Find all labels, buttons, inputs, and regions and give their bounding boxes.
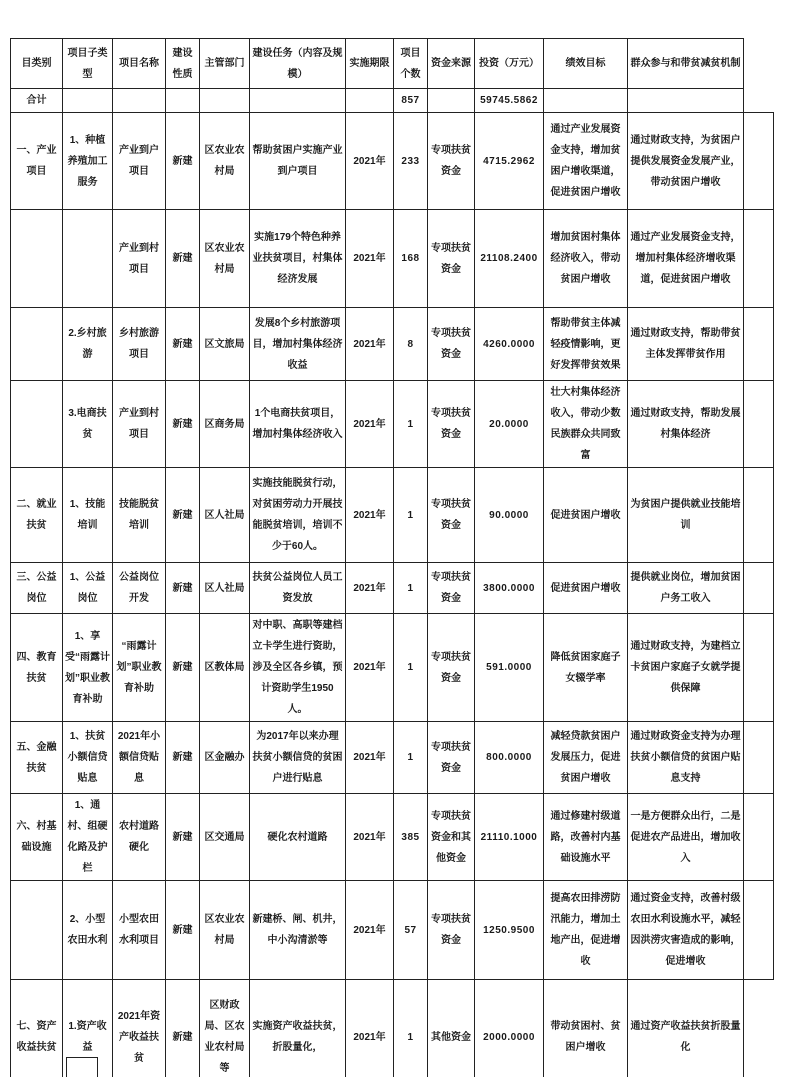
table-cell: 提供就业岗位，增加贫困户务工收入 (628, 563, 744, 614)
table-cell: 21108.2400 (475, 210, 544, 308)
table-cell: 800.0000 (475, 722, 544, 794)
column-header: 项目个数 (394, 39, 428, 89)
table-cell: 专项扶贫资金 (428, 563, 475, 614)
table-cell: 通过财政支持，帮助带贫主体发挥带贫作用 (628, 308, 744, 381)
table-cell: 减轻贷款贫困户发展压力，促进贫困户增收 (544, 722, 628, 794)
table-cell: 促进贫困户增收 (544, 468, 628, 563)
table-cell: 通过财政支持，为建档立卡贫困户家庭子女就学提供保障 (628, 614, 744, 722)
table-cell: 新建 (166, 308, 200, 381)
table-cell: 产业到村项目 (113, 381, 166, 468)
table-cell: 为2017年以来办理扶贫小额信贷的贫困户进行贴息 (250, 722, 346, 794)
poverty-projects-table (10, 38, 774, 1077)
table-cell: 区人社局 (200, 563, 250, 614)
column-header: 投资（万元） (475, 39, 544, 89)
table-cell: 1 (394, 468, 428, 563)
table-row (11, 722, 774, 794)
table-cell: 4260.0000 (475, 308, 544, 381)
table-cell: 591.0000 (475, 614, 544, 722)
table-cell (11, 881, 63, 980)
column-header: 绩效目标 (544, 39, 628, 89)
table-cell: 一是方便群众出行，二是促进农产品进出，增加收入 (628, 794, 744, 881)
table-cell: 通过财政资金支持为办理扶贫小额信贷的贫困户贴息支持 (628, 722, 744, 794)
table-cell: 2、小型农田水利 (63, 881, 113, 980)
column-header: 建设性质 (166, 39, 200, 89)
table-cell: 新建 (166, 722, 200, 794)
table-cell: 通过产业发展资金支持，增加村集体经济增收渠道，促进贫困户增收 (628, 210, 744, 308)
table-cell: 为贫困户提供就业技能培训 (628, 468, 744, 563)
table-cell: 新建 (166, 980, 200, 1077)
table-cell (628, 89, 744, 113)
table-cell (544, 89, 628, 113)
table-cell: 1、扶贫小额信贷贴息 (63, 722, 113, 794)
table-cell: 七、资产收益扶贫 (11, 980, 63, 1077)
table-cell: 区财政局、区农业农村局等 (200, 980, 250, 1077)
table-cell (11, 381, 63, 468)
table-row (11, 881, 774, 980)
table-cell: 帮助贫困户实施产业到户项目 (250, 113, 346, 210)
table-cell: 促进贫困户增收 (544, 563, 628, 614)
table-cell: 1、种植养殖加工服务 (63, 113, 113, 210)
table-cell: 一、产业项目 (11, 113, 63, 210)
table-cell: 857 (394, 89, 428, 113)
table-cell-empty (744, 468, 774, 563)
table-cell: 新建 (166, 468, 200, 563)
table-cell: 2021年小额信贷贴息 (113, 722, 166, 794)
table-cell-empty (744, 113, 774, 210)
table-cell: 实施资产收益扶贫，折股量化， (250, 980, 346, 1077)
table-cell: 57 (394, 881, 428, 980)
table-cell: 增加贫困村集体经济收入，带动贫困户增收 (544, 210, 628, 308)
table-cell: 2021年 (346, 308, 394, 381)
table-row (11, 563, 774, 614)
table-header-row (11, 39, 774, 89)
table-cell: 168 (394, 210, 428, 308)
table-cell: 385 (394, 794, 428, 881)
table-cell: 2021年 (346, 113, 394, 210)
table-cell (250, 89, 346, 113)
table-cell: 二、就业扶贫 (11, 468, 63, 563)
table-cell (11, 308, 63, 381)
table-cell (63, 210, 113, 308)
table-cell: 专项扶贫资金 (428, 881, 475, 980)
table-row (11, 381, 774, 468)
table-cell: 技能脱贫培训 (113, 468, 166, 563)
table-body (11, 89, 774, 1077)
table-cell: 农村道路硬化 (113, 794, 166, 881)
table-cell: 1 (394, 614, 428, 722)
table-cell: 新建桥、闸、机井，中小沟清淤等 (250, 881, 346, 980)
table-cell: 2021年 (346, 881, 394, 980)
column-header: 建设任务（内容及规模） (250, 39, 346, 89)
table-row (11, 468, 774, 563)
table-cell: 扶贫公益岗位人员工资发放 (250, 563, 346, 614)
table-cell: 带动贫困村、贫困户增收 (544, 980, 628, 1077)
table-cell: 新建 (166, 563, 200, 614)
table-cell: 产业到户项目 (113, 113, 166, 210)
table-cell-empty (744, 210, 774, 308)
table-cell: 产业到村项目 (113, 210, 166, 308)
table-cell: 1、技能培训 (63, 468, 113, 563)
table-cell: 六、村基础设施 (11, 794, 63, 881)
table-row (11, 113, 774, 210)
table-cell: 专项扶贫资金 (428, 210, 475, 308)
table-cell: 1.资产收益 (63, 980, 113, 1077)
table-cell: 公益岗位开发 (113, 563, 166, 614)
table-cell: 四、教育扶贫 (11, 614, 63, 722)
table-row (11, 980, 774, 1077)
table-cell: 对中职、高职等建档立卡学生进行资助，涉及全区各乡镇，预计资助学生1950人。 (250, 614, 346, 722)
table-cell (346, 89, 394, 113)
table-cell: 硬化农村道路 (250, 794, 346, 881)
table-cell: 通过财政支持，为贫困户提供发展资金发展产业，带动贫困户增收 (628, 113, 744, 210)
table-cell: 2.乡村旅游 (63, 308, 113, 381)
table-cell: 2021年 (346, 980, 394, 1077)
table-cell: 专项扶贫资金 (428, 113, 475, 210)
table-cell: 2021年资产收益扶贫 (113, 980, 166, 1077)
table-cell: 新建 (166, 794, 200, 881)
table-cell: 新建 (166, 113, 200, 210)
column-header: 实施期限 (346, 39, 394, 89)
table-cell: 通过资金支持，改善村级农田水利设施水平，减轻因洪涝灾害造成的影响，促进增收 (628, 881, 744, 980)
table-row (11, 614, 774, 722)
table-cell: 新建 (166, 210, 200, 308)
table-cell: 1个电商扶贫项目，增加村集体经济收入 (250, 381, 346, 468)
table-cell: 20.0000 (475, 381, 544, 468)
table-cell: “雨露计划”职业教育补助 (113, 614, 166, 722)
table-cell-empty (744, 722, 774, 794)
table-cell: 降低贫困家庭子女辍学率 (544, 614, 628, 722)
table-cell: 壮大村集体经济收入，带动少数民族群众共同致富 (544, 381, 628, 468)
table-cell: 区农业农村局 (200, 881, 250, 980)
table-cell (166, 89, 200, 113)
table-cell: 2021年 (346, 381, 394, 468)
table-cell-empty (744, 794, 774, 881)
table-cell: 1 (394, 722, 428, 794)
table-cell-empty (744, 614, 774, 722)
next-page-cell-fragment (66, 1057, 98, 1077)
table-cell (428, 89, 475, 113)
table-cell: 2021年 (346, 794, 394, 881)
table-cell: 专项扶贫资金 (428, 381, 475, 468)
table-cell: 提高农田排涝防汛能力，增加土地产出，促进增收 (544, 881, 628, 980)
table-cell: 1、享受“雨露计划”职业教育补助 (63, 614, 113, 722)
table-cell: 通过财政支持，帮助发展村集体经济 (628, 381, 744, 468)
table-cell: 区文旅局 (200, 308, 250, 381)
table-cell: 通过资产收益扶贫折股量化 (628, 980, 744, 1077)
table-cell: 实施179个特色种养业扶贫项目，村集体经济发展 (250, 210, 346, 308)
table-cell: 专项扶贫资金 (428, 614, 475, 722)
table-cell: 区金融办 (200, 722, 250, 794)
table-cell: 三、公益岗位 (11, 563, 63, 614)
table-cell: 区农业农村局 (200, 113, 250, 210)
table-row (11, 210, 774, 308)
table-cell: 2021年 (346, 614, 394, 722)
table-cell: 3800.0000 (475, 563, 544, 614)
column-header: 群众参与和带贫减贫机制 (628, 39, 744, 89)
table-cell: 通过产业发展资金支持，增加贫困户增收渠道，促进贫困户增收 (544, 113, 628, 210)
table-cell: 乡村旅游项目 (113, 308, 166, 381)
table-cell: 区人社局 (200, 468, 250, 563)
table-cell: 新建 (166, 881, 200, 980)
table-cell (63, 89, 113, 113)
table-cell (200, 89, 250, 113)
table-cell: 区商务局 (200, 381, 250, 468)
table-cell: 1 (394, 980, 428, 1077)
table-cell: 1 (394, 381, 428, 468)
table-cell: 通过修建村级道路，改善村内基础设施水平 (544, 794, 628, 881)
table-cell: 2021年 (346, 210, 394, 308)
column-header: 项目子类型 (63, 39, 113, 89)
table-cell-empty (744, 308, 774, 381)
table-row (11, 794, 774, 881)
table-cell: 90.0000 (475, 468, 544, 563)
table-cell: 21110.1000 (475, 794, 544, 881)
table-cell: 1250.9500 (475, 881, 544, 980)
table-cell: 专项扶贫资金 (428, 722, 475, 794)
table-cell: 区交通局 (200, 794, 250, 881)
table-cell: 2021年 (346, 722, 394, 794)
table-cell: 区教体局 (200, 614, 250, 722)
table-cell: 新建 (166, 381, 200, 468)
table-cell: 合计 (11, 89, 63, 113)
table-cell: 1、公益岗位 (63, 563, 113, 614)
table-cell-empty (744, 881, 774, 980)
table-cell: 专项扶贫资金和其他资金 (428, 794, 475, 881)
table-cell: 2021年 (346, 468, 394, 563)
table-cell (11, 210, 63, 308)
table-cell: 2021年 (346, 563, 394, 614)
table-cell: 帮助带贫主体减轻疫情影响，更好发挥带贫效果 (544, 308, 628, 381)
table-cell: 4715.2962 (475, 113, 544, 210)
table-cell: 区农业农村局 (200, 210, 250, 308)
table-cell: 专项扶贫资金 (428, 308, 475, 381)
column-header: 目类别 (11, 39, 63, 89)
table-cell: 3.电商扶贫 (63, 381, 113, 468)
table-cell: 小型农田水利项目 (113, 881, 166, 980)
column-header: 项目名称 (113, 39, 166, 89)
column-header: 主管部门 (200, 39, 250, 89)
table-cell: 233 (394, 113, 428, 210)
table-cell-empty (744, 381, 774, 468)
table-row (11, 308, 774, 381)
table-cell: 8 (394, 308, 428, 381)
table-cell: 59745.5862 (475, 89, 544, 113)
table-cell: 新建 (166, 614, 200, 722)
table-row (11, 89, 774, 113)
table-cell: 五、金融扶贫 (11, 722, 63, 794)
table-cell: 专项扶贫资金 (428, 468, 475, 563)
column-header: 资金来源 (428, 39, 475, 89)
table-cell: 发展8个乡村旅游项目，增加村集体经济收益 (250, 308, 346, 381)
table-cell: 实施技能脱贫行动，对贫困劳动力开展技能脱贫培训，培训不少于60人。 (250, 468, 346, 563)
table-cell: 1 (394, 563, 428, 614)
table-cell: 其他资金 (428, 980, 475, 1077)
table-cell-empty (744, 563, 774, 614)
table-cell: 2000.0000 (475, 980, 544, 1077)
table-cell: 1、通村、组硬化路及护栏 (63, 794, 113, 881)
table-cell (113, 89, 166, 113)
